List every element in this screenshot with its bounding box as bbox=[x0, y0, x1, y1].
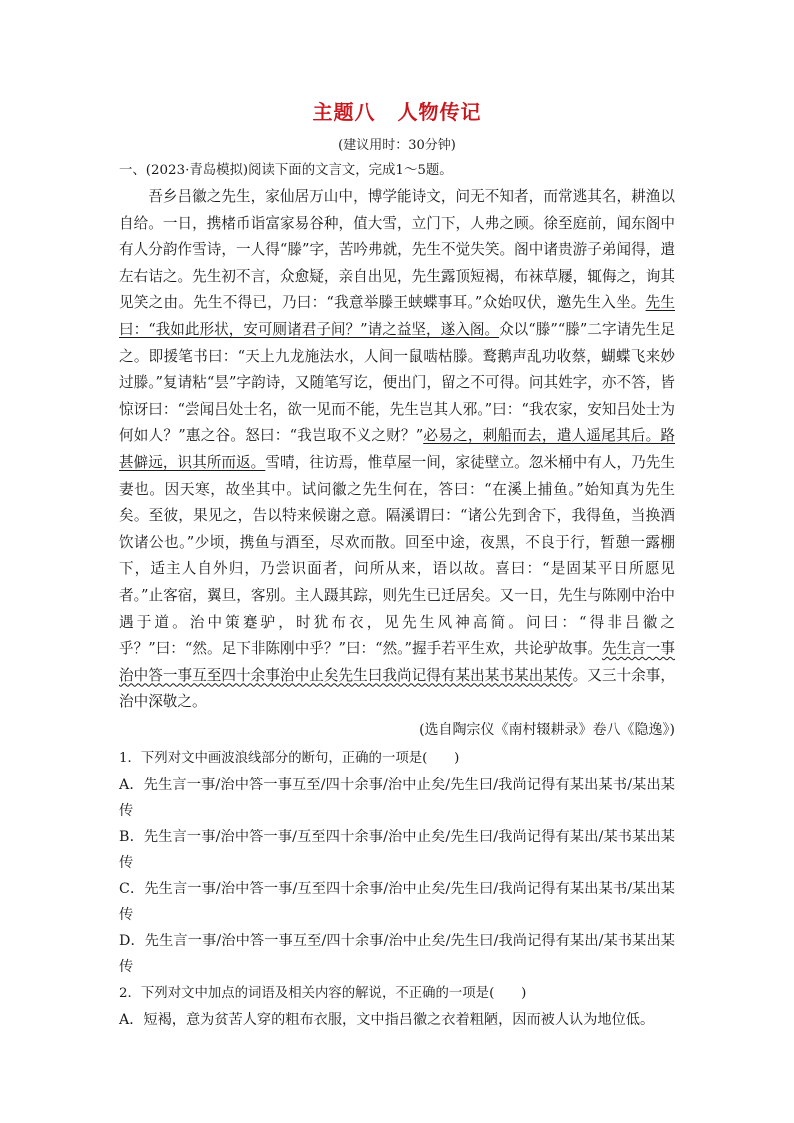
question-2-option-a[interactable]: A．短褐，意为贫苦人穿的粗布衣服，文中指吕徽之衣着粗陋，因而被人认为地位低。 bbox=[119, 1011, 655, 1028]
passage-text-2: 众以“滕”“滕”二字请先生足之。即援笔书曰：“天上九龙施法水，人间一鼠啮枯滕。鹜鹅声乱功收蔡，蝴蝶飞来妙过滕。”复请粘“昙”字韵诗，又随笔写讫，便出门，留之不可得。问其姓字，亦不答，皆惊讶曰：“尝闻吕处士名，欲一见而不能，先生岂其人邪。”曰：“我农家，安知吕处士为何如人？”惠之谷。怒曰：“我岂取不义之财？” bbox=[119, 320, 675, 445]
question-1-stem: 1．下列对文中画波浪线部分的断句，正确的一项是( ) bbox=[119, 750, 460, 766]
passage-text-4: 。又三十余事，治中深敬之。 bbox=[119, 666, 675, 711]
question-1-option-c[interactable]: C．先生言一事/治中答一事/互至四十余事/治中止矣/先生曰/我尚记得有某出某书/某出某传 bbox=[119, 880, 675, 923]
passage-paragraph bbox=[119, 184, 675, 716]
source-citation: (选自陶宗仪《南村辍耕录》卷八《隐逸》) bbox=[419, 721, 675, 738]
question-2-stem: 2．下列对文中加点的词语及相关内容的解说，不正确的一项是( ) bbox=[119, 985, 527, 1001]
page-title bbox=[0, 96, 794, 125]
passage-text-3: 雪晴，往访焉，惟草屋一间，家徒壁立。忽米桶中有人，乃先生妻也。因天寒，故坐其中。试问徽之先生何在，答曰：“在溪上捕鱼。”始知真为先生矣。至彼，果见之，告以特来候谢之意。隔溪谓曰：“诸公先到舍下，我得鱼，当换酒饮诸公也。”少顷，携鱼与酒至，尽欢而散。回至中途，夜黑，不良于行，暂憩一露棚下，适主人自外归，乃尝识面者，问所从来，语以故。喜曰：“是固某平日所愿见者。”止客宿，翼旦，客别。主人蹑其踪，则先生已迁居矣。又一日，先生与陈刚中治中遇于道。治中策蹇驴，时犹布衣，见先生风神高简。问曰：“得非吕徽之乎？”曰：“然。足下非陈刚中乎？”曰：“然。”握手若平生欢，共论驴故事。 bbox=[119, 453, 675, 658]
title-part-2: 人物传记 bbox=[397, 100, 482, 124]
question-1-option-d[interactable]: D．先生言一事/治中答一事互至/四十余事/治中止矣/先生曰/我尚记得有某出/某书某出某传 bbox=[119, 932, 675, 975]
question-1-option-a[interactable]: A．先生言一事/治中答一事互至/四十余事/治中止矣/先生曰/我尚记得有某出某书/某出某传 bbox=[119, 776, 675, 819]
content-body bbox=[119, 158, 675, 1033]
wavy-underlined-sentence: 先生言一事治中答一事互至四十余事治中止矣先生曰我尚记得有某出某书某出某传 bbox=[119, 640, 675, 684]
title-part-1: 主题八 bbox=[312, 100, 376, 124]
passage-text-1: 吾乡吕徽之先生，家仙居万山中，博学能诗文，问无不知者，而常逃其名，耕渔以自给。一日，携楮币诣富家易谷种，值大雪，立门下，人弗之顾。徐至庭前，闻东阁中有人分韵作雪诗，一人得“滕”字，苦吟弗就，先生不觉失笑。阁中诸贵游子弟闻得，遣左右诘之。先生初不言，众愈疑，亲自出见，先生露顶短褐，布袜草屦，辄侮之，询其见笑之由。先生不得已，乃曰：“我意举滕王蛱蝶事耳。”众始叹伏，邀先生入坐。 bbox=[119, 188, 675, 312]
underlined-sentence-1: 先生曰：“我如此形状，安可厕诸君子间？”请之益坚，遂入阁。 bbox=[119, 294, 675, 338]
question-header: 一、(2023·青岛模拟)阅读下面的文言文，完成1～5题。 bbox=[119, 163, 453, 178]
question-1-option-b[interactable]: B．先生言一事/治中答一事/互至四十余事/治中止矣/先生曰/我尚记得有某出/某书某出某传 bbox=[119, 828, 675, 871]
underlined-sentence-2: 必易之，刺船而去，遣人遥尾其后。路甚僻远，识其所而返。 bbox=[119, 427, 675, 471]
suggested-time: (建议用时：30分钟) bbox=[338, 138, 456, 153]
passage bbox=[119, 184, 675, 716]
